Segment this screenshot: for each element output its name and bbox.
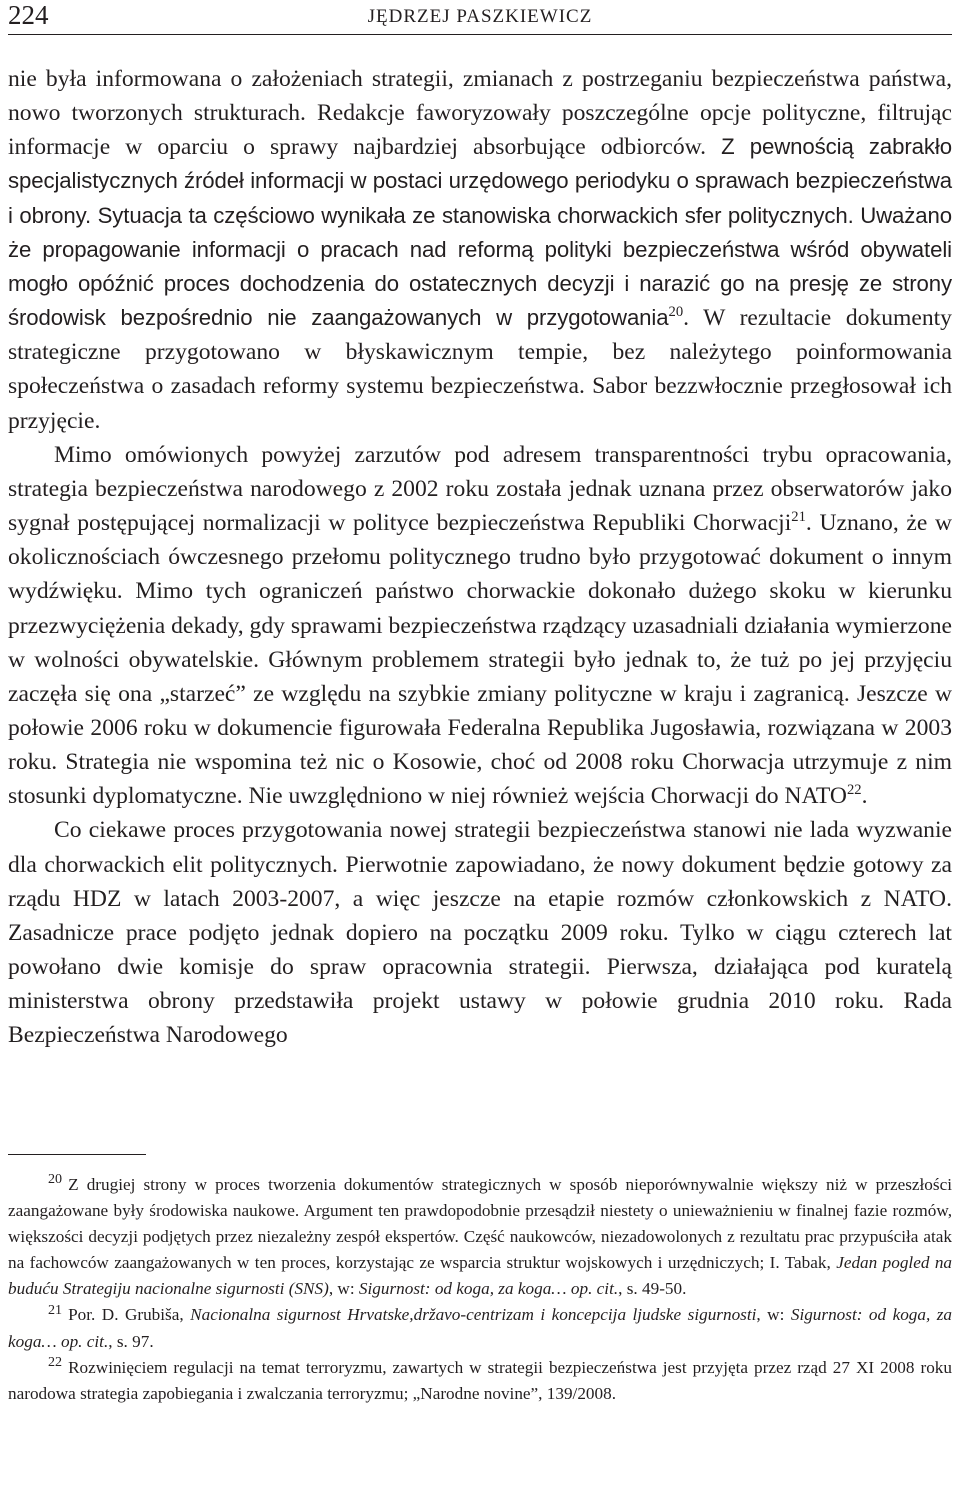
footnote-22-mark: 22 bbox=[48, 1353, 63, 1370]
paragraph-1 bbox=[8, 62, 952, 438]
footnote-21-mark: 21 bbox=[48, 1301, 63, 1318]
paragraph-2-part-b: . Uznano, że w okolicznościach ówczesnego przełomu politycznego trudno było przygotować dokument o innym wydźwięku. Mimo tych ograniczeń państwo chorwackie dokonało dużego skoku w kierunku przezwyciężenia dekady, gdy sprawami bezpieczeństwa rządzący uzasadniali działania wymierzone w wolności obywatelskie. Głównym problemem strategii było jednak to, że tuż po jej przyjęciu zaczęła się ona „starzeć” ze względu na szybkie zmiany polityczne w kraju i zagranicą. Jeszcze w połowie 2006 roku w dokumencie figurowała Federalna Republika Jugosławia, rozwiązana w 2003 roku. Strategia nie wspomina też nic o Kosowie, choć od 2008 roku Chorwacja utrzymuje z nim stosunki dyplomatyczne. Nie uwzględniono w niej również wejścia Chorwacji do NATO bbox=[8, 510, 952, 810]
footnote-22 bbox=[8, 1355, 952, 1407]
paragraph-2-part-c: . bbox=[861, 783, 868, 810]
footnote-21-pages: , s. 97. bbox=[108, 1331, 154, 1351]
paragraph-2 bbox=[8, 438, 952, 814]
running-head: JĘDRZEJ PASZKIEWICZ bbox=[367, 6, 593, 27]
footnote-22-text: Rozwinięciem regulacji na temat terroryzmu, zawartych w strategii bezpieczeństwa jest przyjęta przez rząd 27 XI 2008 roku narodowa strategia zapobiegania i zwalczania terroryzmu; „Narodne novine”, 139/2008. bbox=[8, 1357, 952, 1403]
paragraph-2-part-a: Mimo omówionych powyżej zarzutów pod adresem transparentności trybu opracowania, strategia bezpieczeństwa narodowego z 2002 roku została jednak uznana przez obserwatorów jako sygnał postępującej normalizacji w polityce bezpieczeństwa Republiki Chorwacji bbox=[8, 441, 952, 537]
footnote-21-in: , w: bbox=[756, 1305, 785, 1325]
paragraph-3: Co ciekawe proces przygotowania nowej strategii bezpieczeństwa stanowi nie lada wyzwanie dla chorwackich elit politycznych. Pierwotnie zapowiadano, że nowy dokument będzie gotowy za rządu HDZ w latach 2003-2007, a więc jeszcze na etapie rozmów członkowskich z NATO. Zasadnicze prace podjęto jednak dopiero na początku 2009 roku. Tylko w ciągu czterech lat powołano dwie komisje do spraw opracownia strategii. Pierwsza, działająca pod kuratelą ministerstwa obrony przedstawiła projekt ustawy w połowie grudnia 2010 roku. Rada Bezpieczeństwa Narodowego bbox=[8, 817, 952, 1049]
footnote-20-mark: 20 bbox=[48, 1171, 63, 1188]
footnote-21-source: Sigurnost: od koga, za koga… op. cit. bbox=[8, 1305, 953, 1351]
footnote-21 bbox=[8, 1302, 952, 1354]
footnote-20-pages: , s. 49-50. bbox=[618, 1279, 687, 1299]
footnote-ref-22[interactable]: 22 bbox=[846, 782, 862, 799]
footnote-20-source: Sigurnost: od koga, za koga… op. cit. bbox=[358, 1279, 619, 1299]
main-text bbox=[8, 62, 952, 1053]
footnote-divider bbox=[8, 1154, 146, 1155]
footnote-20-title: Jedan pogled na buduću Strategiju nacionalne sigurnosti (SNS) bbox=[8, 1253, 953, 1299]
paragraph-1-part-a: nie była informowana o założeniach strategii, zmianach z postrzeganiu bezpieczeństwa państwa, nowo tworzonych strukturach. Redakcje faworyzowały poszczególne opcje polityczne, filtrując informacje w oparciu o sprawy najbardziej absorbujące odbiorców. bbox=[8, 66, 952, 161]
footnote-20-text: Z drugiej strony w proces tworzenia dokumentów strategicznych w sposób nieporównywalnie większy niż w przeszłości zaangażowane były środowiska naukowe. Argument ten prawdopodobnie przesądził niestety o unieważnieniu w finalnej fazie rozmów, większości decyzji podjętych przez niezależny zespół ekspertów. Część naukowców, niezadowolonych z rezultatu prac przypuściła atak na fachowców zaangażowanych w ten proces, korzystając ze wsparcia struktur wojskowych i urzędniczych; I. Tabak, bbox=[8, 1175, 952, 1273]
footnote-21-title: Nacionalna sigurnost Hrvatske,državo-centrizam i koncepcija ljudske sigurnosti bbox=[190, 1305, 757, 1325]
footnote-ref-20[interactable]: 20 bbox=[668, 304, 684, 321]
footnotes bbox=[8, 1172, 952, 1407]
page-number: 224 bbox=[8, 0, 49, 30]
footnote-20 bbox=[8, 1172, 952, 1302]
footnote-20-in: , w: bbox=[328, 1279, 355, 1299]
footnote-ref-21[interactable]: 21 bbox=[791, 509, 806, 526]
paragraph-1-part-c: . W rezultacie dokumenty strategiczne przygotowano w błyskawicznym tempie, bez należytego poinformowania społeczeństwa o zasadach reformy systemu bezpieczeństwa. Sabor bezzwłocznie przegłosował ich przyjęcie. bbox=[8, 305, 952, 434]
paragraph-1-part-b: Z pewnością zabrakło specjalistycznych źródeł informacji w postaci urzędowego periodyku o sprawach bezpieczeństwa i obrony. Sytuacja ta częściowo wynikała ze stanowiska chorwackich sfer politycznych. Uważano że propagowanie informacji o pracach nad reformą polityki bezpieczeństwa wśród obywateli mogło opóźnić proces dochodzenia do ostatecznych decyzji i narazić go na presję ze strony środowisk bezpośrednio nie zaangażowanych w przygotowania bbox=[8, 134, 952, 331]
page-header bbox=[8, 0, 952, 35]
footnote-21-text: Por. D. Grubiša, bbox=[68, 1305, 184, 1325]
